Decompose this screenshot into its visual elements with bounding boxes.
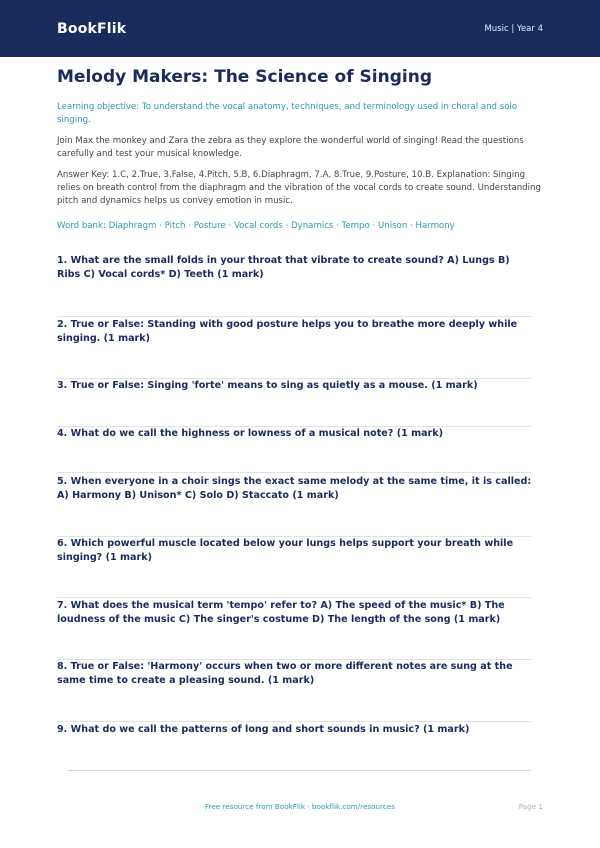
worksheet-intro [57, 66, 543, 233]
footer-source: Free resource from BookFlik · bookflik.com/resources [204, 802, 396, 811]
page-number: Page 1 [518, 802, 543, 811]
subject-label: Music | Year 4 [484, 23, 543, 34]
answer-key: Answer Key: 1.C, 2.True, 3.False, 4.Pitch, 5.B, 6.Diaphragm, 7.A, 8.True, 9.Posture, 10.B. Explanation: Singing relies on breath control from the diaphragm and the vibration of the vocal cords to create sound. Understanding pitch and dynamics helps us convey emotion in music. [57, 169, 541, 207]
answer-line-6[interactable] [57, 597, 531, 598]
question-5: 5. When everyone in a choir sings the exact same melody at the same time, it is called: A) Harmony B) Unison* C) Solo D) Staccato (1 mark) [57, 476, 532, 501]
question-9: 9. What do we call the patterns of long and short sounds in music? (1 mark) [57, 724, 470, 735]
question-2: 2. True or False: Standing with good posture helps you to breathe more deeply while singing. (1 mark) [57, 319, 518, 344]
brand-logo: BookFlik [57, 20, 127, 37]
learning-objective: Learning objective: To understand the vocal anatomy, techniques, and terminology used in choral and solo singing. [57, 102, 518, 126]
intro-text: Join Max the monkey and Zara the zebra as they explore the wonderful world of singing! Read the questions carefully and test your musical knowledge. [57, 135, 524, 160]
footer-divider [68, 770, 531, 771]
question-7: 7. What does the musical term 'tempo' refer to? A) The speed of the music* B) The loudness of the music C) The singer's costume D) The length of the song (1 mark) [57, 600, 505, 625]
page-header [0, 0, 600, 57]
page-title: Melody Makers: The Science of Singing [57, 67, 432, 87]
question-3: 3. True or False: Singing 'forte' means to sing as quietly as a mouse. (1 mark) [57, 380, 478, 391]
question-8: 8. True or False: 'Harmony' occurs when two or more different notes are sung at the same time to create a pleasing sound. (1 mark) [57, 661, 513, 686]
question-1: 1. What are the small folds in your throat that vibrate to create sound? A) Lungs B) Ribs C) Vocal cords* D) Teeth (1 mark) [57, 255, 510, 280]
question-6: 6. Which powerful muscle located below your lungs helps support your breath while singing? (1 mark) [57, 538, 514, 563]
answer-line-1[interactable] [57, 316, 531, 317]
word-bank: Word bank: Diaphragm · Pitch · Posture · Vocal cords · Dynamics · Tempo · Unison · Harmony [57, 220, 455, 231]
question-4: 4. What do we call the highness or lowness of a musical note? (1 mark) [57, 428, 444, 439]
answer-line-8[interactable] [57, 721, 531, 722]
answer-line-4[interactable] [57, 472, 531, 473]
